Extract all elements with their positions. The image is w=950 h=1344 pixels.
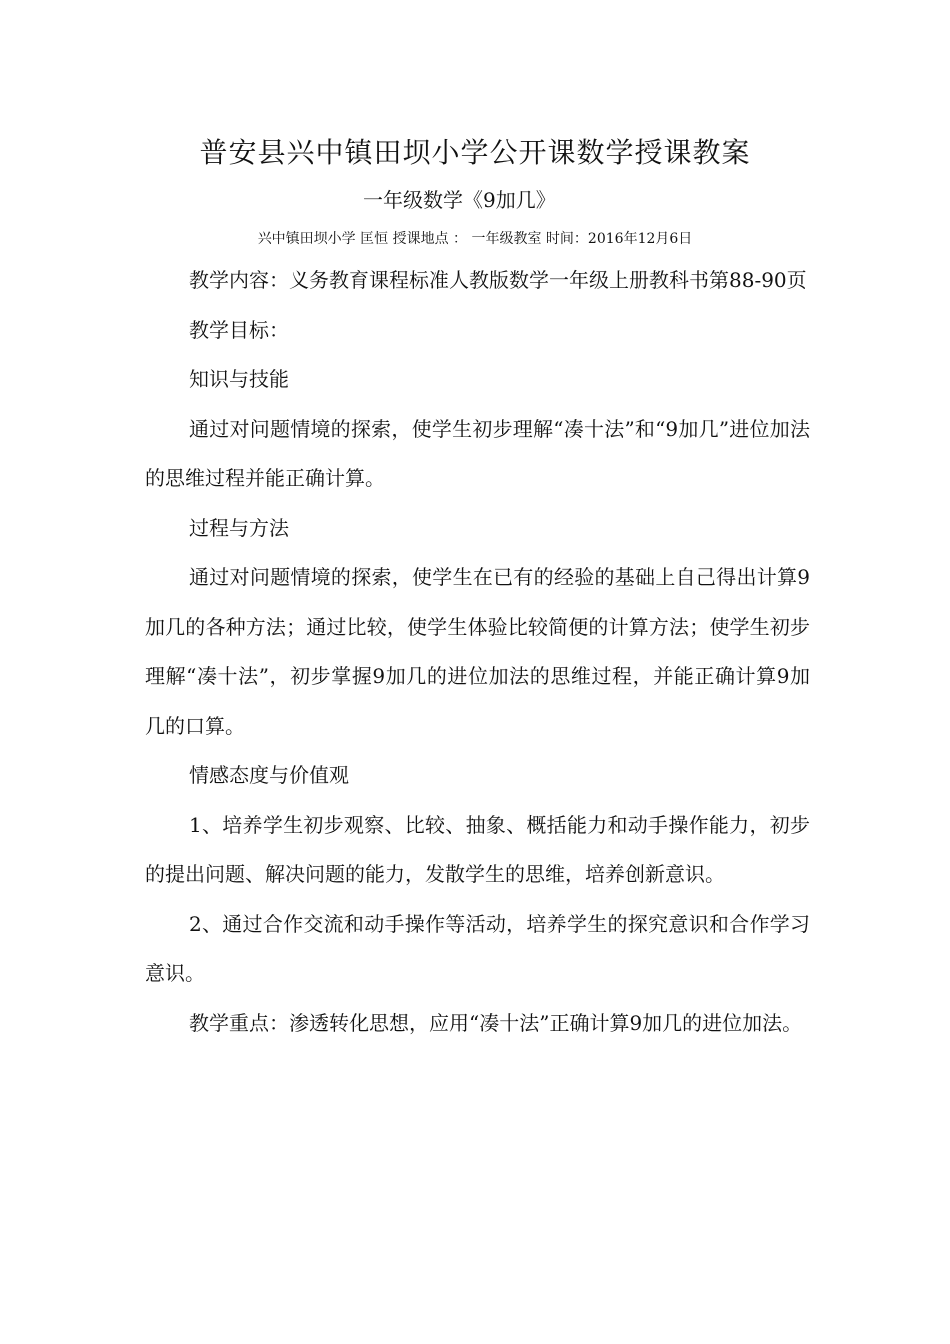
paragraph-attitude-2: 2、通过合作交流和动手操作等活动，培养学生的探究意识和合作学习意识。 [145,911,810,985]
heading-attitude-values: 情感态度与价值观 [189,763,349,787]
paragraph-teaching-goals: 教学目标： [189,317,289,342]
paragraph-teaching-focus: 教学重点：渗透转化思想，应用“凑十法”正确计算9加几的进位加法。 [189,1010,803,1035]
paragraph-attitude-1: 1、培养学生初步观察、比较、抽象、概括能力和动手操作能力，初步的提出问题、解决问题的能力，发散学生的思维，培养创新意识。 [145,812,810,886]
document-title: 普安县兴中镇田坝小学公开课数学授课教案 [199,136,751,169]
document-body [145,256,810,1048]
paragraph-knowledge-skills: 通过对问题情境的探索，使学生初步理解“凑十法”和“9加几”进位加法的思维过程并能正确计算。 [145,416,810,490]
heading-knowledge-skills: 知识与技能 [189,367,289,391]
teacher-info-line: 兴中镇田坝小学 匡恒 授课地点 ： 一年级教室 时间：2016年12月6日 [257,231,693,247]
paragraph-teaching-content: 教学内容：义务教育课程标准人教版数学一年级上册教科书第88-90页 [189,268,807,292]
heading-process-method: 过程与方法 [189,515,289,540]
paragraph-process-method: 通过对问题情境的探索，使学生在已有的经验的基础上自己得出计算9加几的各种方法；通过比较，使学生体验比较简便的计算方法；使学生初步理解“凑十法”，初步掌握9加几的进位加法的思维过程，并能正确计算9加几的口算。 [145,565,810,738]
document-subtitle: 一年级数学《9加几》 [363,188,556,212]
